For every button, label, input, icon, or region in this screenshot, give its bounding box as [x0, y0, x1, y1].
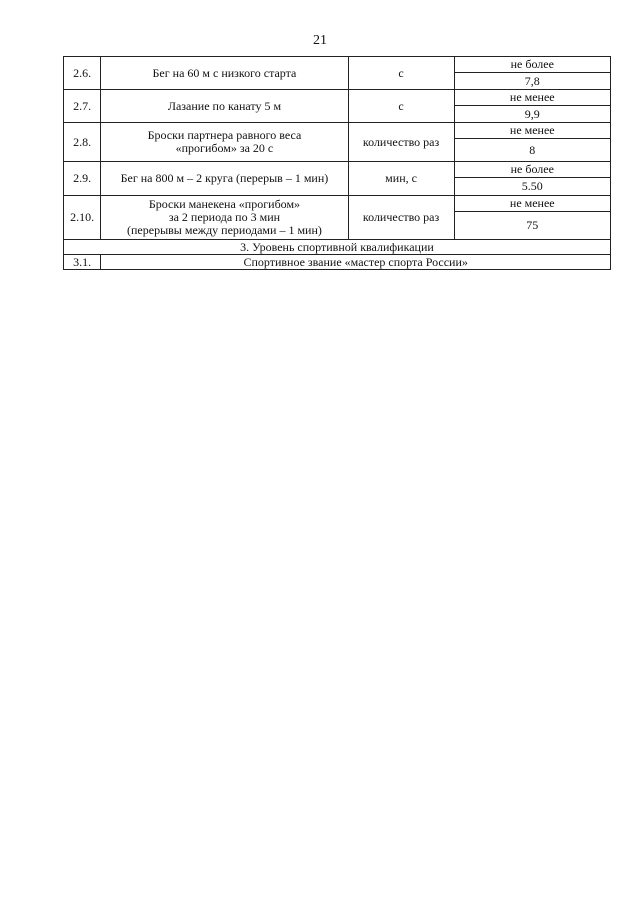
- exercise-name-line: Бег на 800 м – 2 круга (перерыв – 1 мин): [120, 171, 329, 185]
- row-number: 2.8.: [64, 123, 101, 162]
- value-cell: 5.50: [454, 178, 610, 196]
- condition-cell: не менее: [454, 123, 610, 139]
- unit-cell: с: [348, 57, 454, 90]
- row-number: 2.9.: [64, 162, 101, 196]
- value-cell: 9,9: [454, 106, 610, 123]
- exercise-name: [101, 196, 348, 240]
- exercise-name: [101, 123, 348, 162]
- exercise-name-line: (перерывы между периодами – 1 мин): [127, 223, 322, 237]
- unit-cell: мин, с: [348, 162, 454, 196]
- unit-cell: количество раз: [348, 123, 454, 162]
- table-row: [64, 90, 611, 106]
- page-number: 21: [313, 33, 327, 48]
- table-row: [64, 196, 611, 212]
- exercise-name-line: Броски манекена «прогибом»: [148, 197, 301, 211]
- condition-cell: не более: [454, 57, 610, 73]
- row-number: 2.6.: [64, 57, 101, 90]
- value-cell: 7,8: [454, 73, 610, 90]
- table-row: [64, 123, 611, 139]
- exercise-name: [101, 57, 348, 90]
- unit-cell: количество раз: [348, 196, 454, 240]
- exercise-name-line: «прогибом» за 20 с: [175, 141, 274, 155]
- exercise-name: [101, 162, 348, 196]
- standards-table: [63, 56, 611, 270]
- condition-cell: не менее: [454, 196, 610, 212]
- exercise-name-line: Лазание по канату 5 м: [167, 98, 282, 113]
- condition-cell: не более: [454, 162, 610, 178]
- row-number: 2.10.: [64, 196, 101, 240]
- row-number: 3.1.: [64, 255, 101, 270]
- table-row: [64, 57, 611, 73]
- qualification-text: Спортивное звание «мастер спорта России»: [101, 255, 611, 270]
- exercise-name-line: Броски партнера равного веса: [147, 128, 302, 142]
- exercise-name-line: Бег на 60 м с низкого старта: [152, 65, 297, 80]
- value-cell: 8: [454, 139, 610, 162]
- condition-cell: не менее: [454, 90, 610, 106]
- table-row: [64, 162, 611, 178]
- exercise-name-line: за 2 периода по 3 мин: [168, 210, 281, 224]
- unit-cell: с: [348, 90, 454, 123]
- value-cell: 75: [454, 212, 610, 240]
- table-row: [64, 255, 611, 270]
- section-header: 3. Уровень спортивной квалификации: [64, 240, 611, 255]
- exercise-name: [101, 90, 348, 123]
- row-number: 2.7.: [64, 90, 101, 123]
- section-header-row: [64, 240, 611, 255]
